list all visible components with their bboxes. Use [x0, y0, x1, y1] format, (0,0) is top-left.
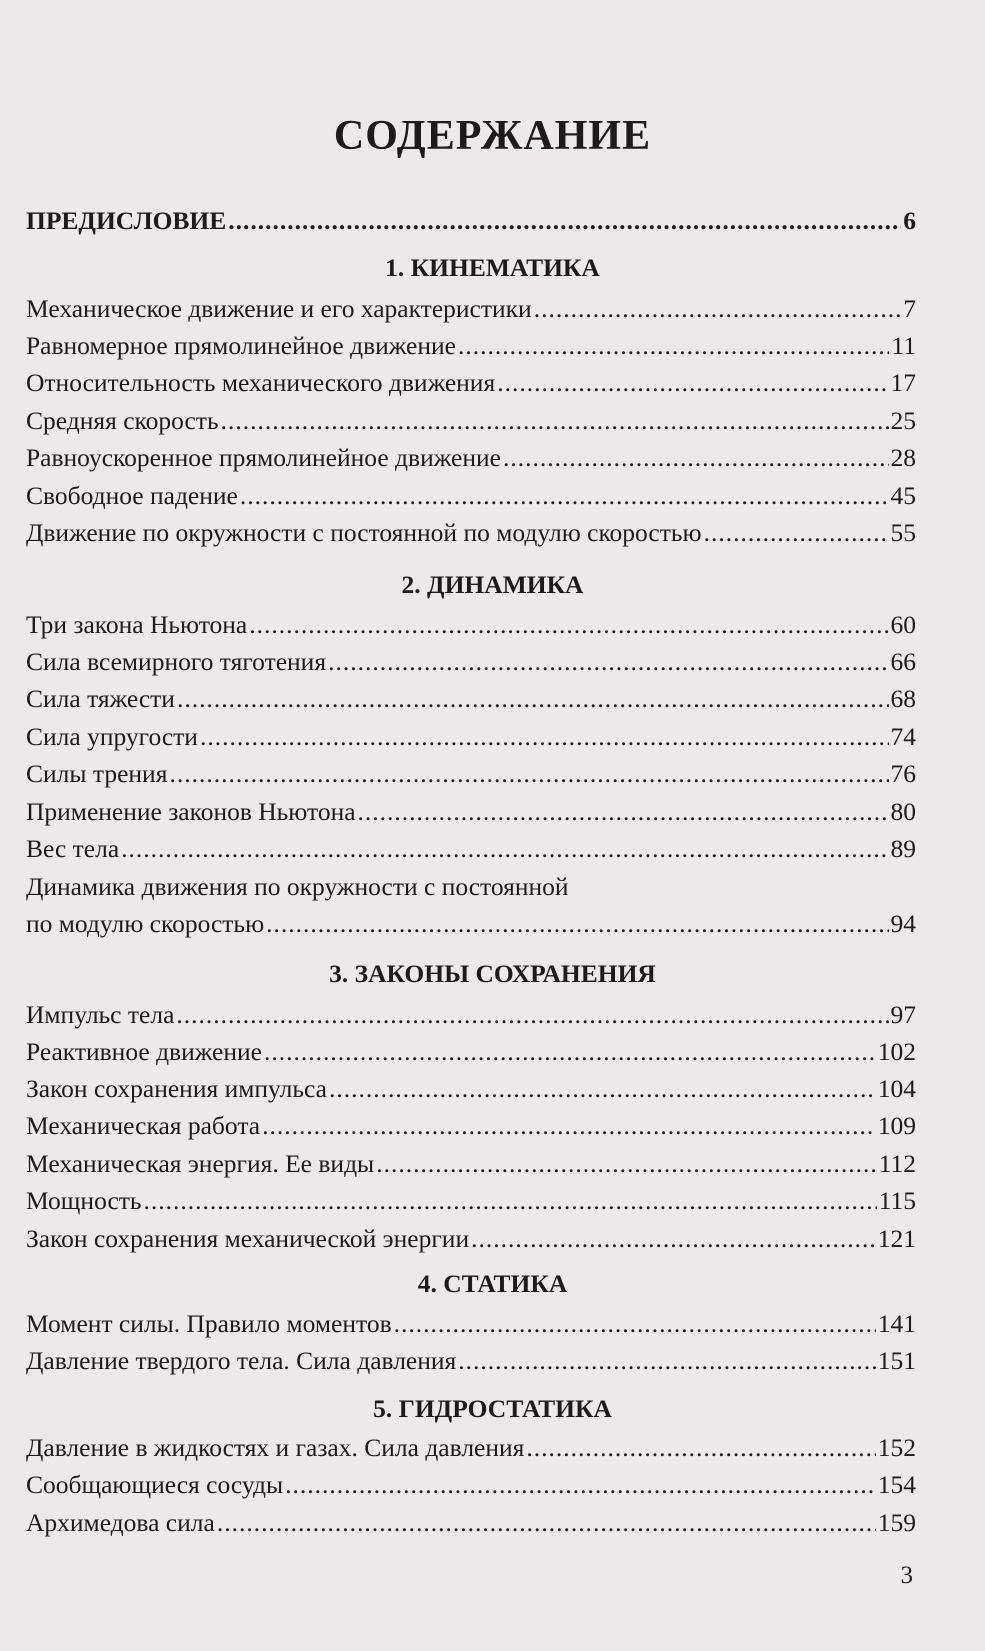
toc-entry-page: 6: [903, 206, 916, 235]
toc-entry-page: 17: [890, 368, 916, 397]
toc-entry-page: 28: [890, 443, 916, 472]
toc-entry[interactable]: [26, 292, 916, 326]
toc-entry-label: Относительность механического движения: [26, 368, 496, 397]
toc-entry-label: Применение законов Ньютона: [26, 797, 356, 826]
toc-entry-page: 94: [890, 909, 916, 938]
toc-entry-page: 97: [890, 1000, 916, 1029]
toc-entry-page: 76: [890, 759, 916, 788]
dot-leader: [376, 1147, 877, 1181]
dot-leader: [358, 795, 889, 829]
toc-entry-label: Средняя скорость: [26, 406, 219, 435]
toc-entry-page: 104: [877, 1074, 916, 1103]
dot-leader: [526, 1431, 875, 1465]
toc-entry-label: Механическая энергия. Ее виды: [26, 1149, 375, 1178]
dot-leader: [704, 516, 889, 550]
dot-leader: [121, 832, 888, 866]
toc-entry-page: 102: [877, 1037, 916, 1066]
toc-entry-label: Механическое движение и его характеристики: [26, 294, 532, 323]
dot-leader: [503, 441, 889, 475]
toc-entry-page: 11: [891, 331, 916, 360]
toc-entry[interactable]: [26, 1072, 916, 1106]
toc-entry[interactable]: [26, 1035, 916, 1069]
toc-entry-page: 152: [877, 1433, 916, 1462]
toc-entry-label: Свободное падение: [26, 481, 238, 510]
toc-entry[interactable]: [26, 1344, 916, 1378]
toc-entry[interactable]: [26, 1506, 916, 1540]
dot-leader: [394, 1307, 876, 1341]
dot-leader: [221, 404, 889, 438]
dot-leader: [217, 1506, 876, 1540]
toc-entry-label: Реактивное движение: [26, 1037, 262, 1066]
page-title: СОДЕРЖАНИЕ: [333, 113, 652, 159]
toc-entry[interactable]: [26, 1147, 916, 1181]
section-heading: 1. КИНЕМАТИКА: [385, 253, 600, 282]
toc-entry-page: 141: [877, 1309, 916, 1338]
dot-leader: [228, 204, 901, 238]
dot-leader: [177, 682, 889, 716]
section-heading: 3. ЗАКОНЫ СОХРАНЕНИЯ: [329, 959, 656, 988]
toc-entry-page: 45: [890, 481, 916, 510]
toc-entry-preface[interactable]: [26, 204, 916, 238]
toc-entry-page: 151: [877, 1346, 916, 1375]
toc-entry-page: 115: [878, 1186, 916, 1215]
toc-entry-label: Давление твердого тела. Сила давления: [26, 1346, 457, 1375]
toc-entry[interactable]: [26, 720, 916, 754]
toc-entry-page: 89: [890, 834, 916, 863]
toc-entry[interactable]: [26, 1468, 916, 1502]
toc-entry[interactable]: [26, 441, 916, 475]
toc-entry-page: 109: [877, 1111, 916, 1140]
toc-entry[interactable]: [26, 998, 916, 1032]
toc-entry-label: Механическая работа: [26, 1111, 261, 1140]
toc-entry-label: Сила упругости: [26, 722, 198, 751]
toc-entry-page: 74: [890, 722, 916, 751]
toc-entry-label: Силы трения: [26, 759, 168, 788]
dot-leader: [329, 1072, 876, 1106]
toc-entry-label: Момент силы. Правило моментов: [26, 1309, 392, 1338]
toc-entry-label: Равноускоренное прямолинейное движение: [26, 443, 501, 472]
toc-entry[interactable]: [26, 795, 916, 829]
toc-entry[interactable]: [26, 329, 916, 363]
toc-entry-label: Сила тяжести: [26, 684, 175, 713]
dot-leader: [200, 720, 889, 754]
toc-entry-label: Равномерное прямолинейное движение: [26, 331, 456, 360]
dot-leader: [169, 757, 888, 791]
toc-entry-label-line1[interactable]: Динамика движения по окружности с постоянной: [26, 872, 569, 901]
dot-leader: [240, 479, 889, 513]
toc-entry[interactable]: [26, 832, 916, 866]
toc-entry-page: 154: [877, 1470, 916, 1499]
toc-entry[interactable]: [26, 1109, 916, 1143]
toc-entry-page: 121: [877, 1224, 916, 1253]
toc-entry-label: Архимедова сила: [26, 1508, 215, 1537]
toc-entry-label: Вес тела: [26, 834, 120, 863]
toc-entry[interactable]: [26, 682, 916, 716]
toc-entry[interactable]: [26, 1184, 916, 1218]
toc-entry[interactable]: [26, 404, 916, 438]
dot-leader: [471, 1222, 876, 1256]
toc-entry-label: Сообщающиеся сосуды: [26, 1470, 284, 1499]
page-number: 3: [900, 1562, 913, 1589]
dot-leader: [176, 998, 888, 1032]
toc-entry-label: Давление в жидкостях и газах. Сила давления: [26, 1433, 525, 1462]
dot-leader: [534, 292, 902, 326]
toc-entry-page: 60: [890, 610, 916, 639]
toc-entry-label: ПРЕДИСЛОВИЕ: [26, 206, 227, 235]
toc-entry-page: 25: [890, 406, 916, 435]
dot-leader: [144, 1184, 877, 1218]
toc-entry-label: Движение по окружности с постоянной по модулю скоростью: [26, 518, 702, 547]
toc-entry-page: 66: [890, 647, 916, 676]
section-heading: 4. СТАТИКА: [417, 1269, 568, 1298]
toc-entry-page: 159: [877, 1508, 916, 1537]
dot-leader: [262, 1109, 876, 1143]
dot-leader: [266, 907, 888, 941]
toc-entry[interactable]: [26, 907, 916, 941]
toc-entry-page: 55: [890, 518, 916, 547]
toc-entry[interactable]: [26, 1307, 916, 1341]
toc-entry-label: Импульс тела: [26, 1000, 175, 1029]
dot-leader: [497, 366, 888, 400]
toc-entry[interactable]: [26, 516, 916, 550]
toc-entry-page: 80: [890, 797, 916, 826]
dot-leader: [285, 1468, 876, 1502]
dot-leader: [328, 645, 888, 679]
section-heading: 5. ГИДРОСТАТИКА: [373, 1394, 612, 1423]
toc-entry[interactable]: [26, 608, 916, 642]
dot-leader: [249, 608, 888, 642]
toc-entry-label: Закон сохранения механической энергии: [26, 1224, 470, 1253]
toc-entry[interactable]: [26, 1431, 916, 1465]
toc-entry-page: 112: [878, 1149, 916, 1178]
toc-entry-label: Три закона Ньютона: [26, 610, 248, 639]
toc-entry-label: по модулю скоростью: [26, 909, 265, 938]
toc-entry[interactable]: [26, 645, 916, 679]
dot-leader: [458, 329, 889, 363]
toc-entry[interactable]: [26, 479, 916, 513]
toc-entry-label: Мощность: [26, 1186, 142, 1215]
toc-entry-page: 7: [903, 294, 916, 323]
toc-entry-page: 68: [890, 684, 916, 713]
toc-entry[interactable]: [26, 366, 916, 400]
toc-entry[interactable]: [26, 757, 916, 791]
toc-entry[interactable]: [26, 1222, 916, 1256]
dot-leader: [458, 1344, 875, 1378]
toc-entry-label: Сила всемирного тяготения: [26, 647, 327, 676]
toc-entry-label: Закон сохранения импульса: [26, 1074, 327, 1103]
dot-leader: [264, 1035, 876, 1069]
section-heading: 2. ДИНАМИКА: [401, 570, 584, 599]
